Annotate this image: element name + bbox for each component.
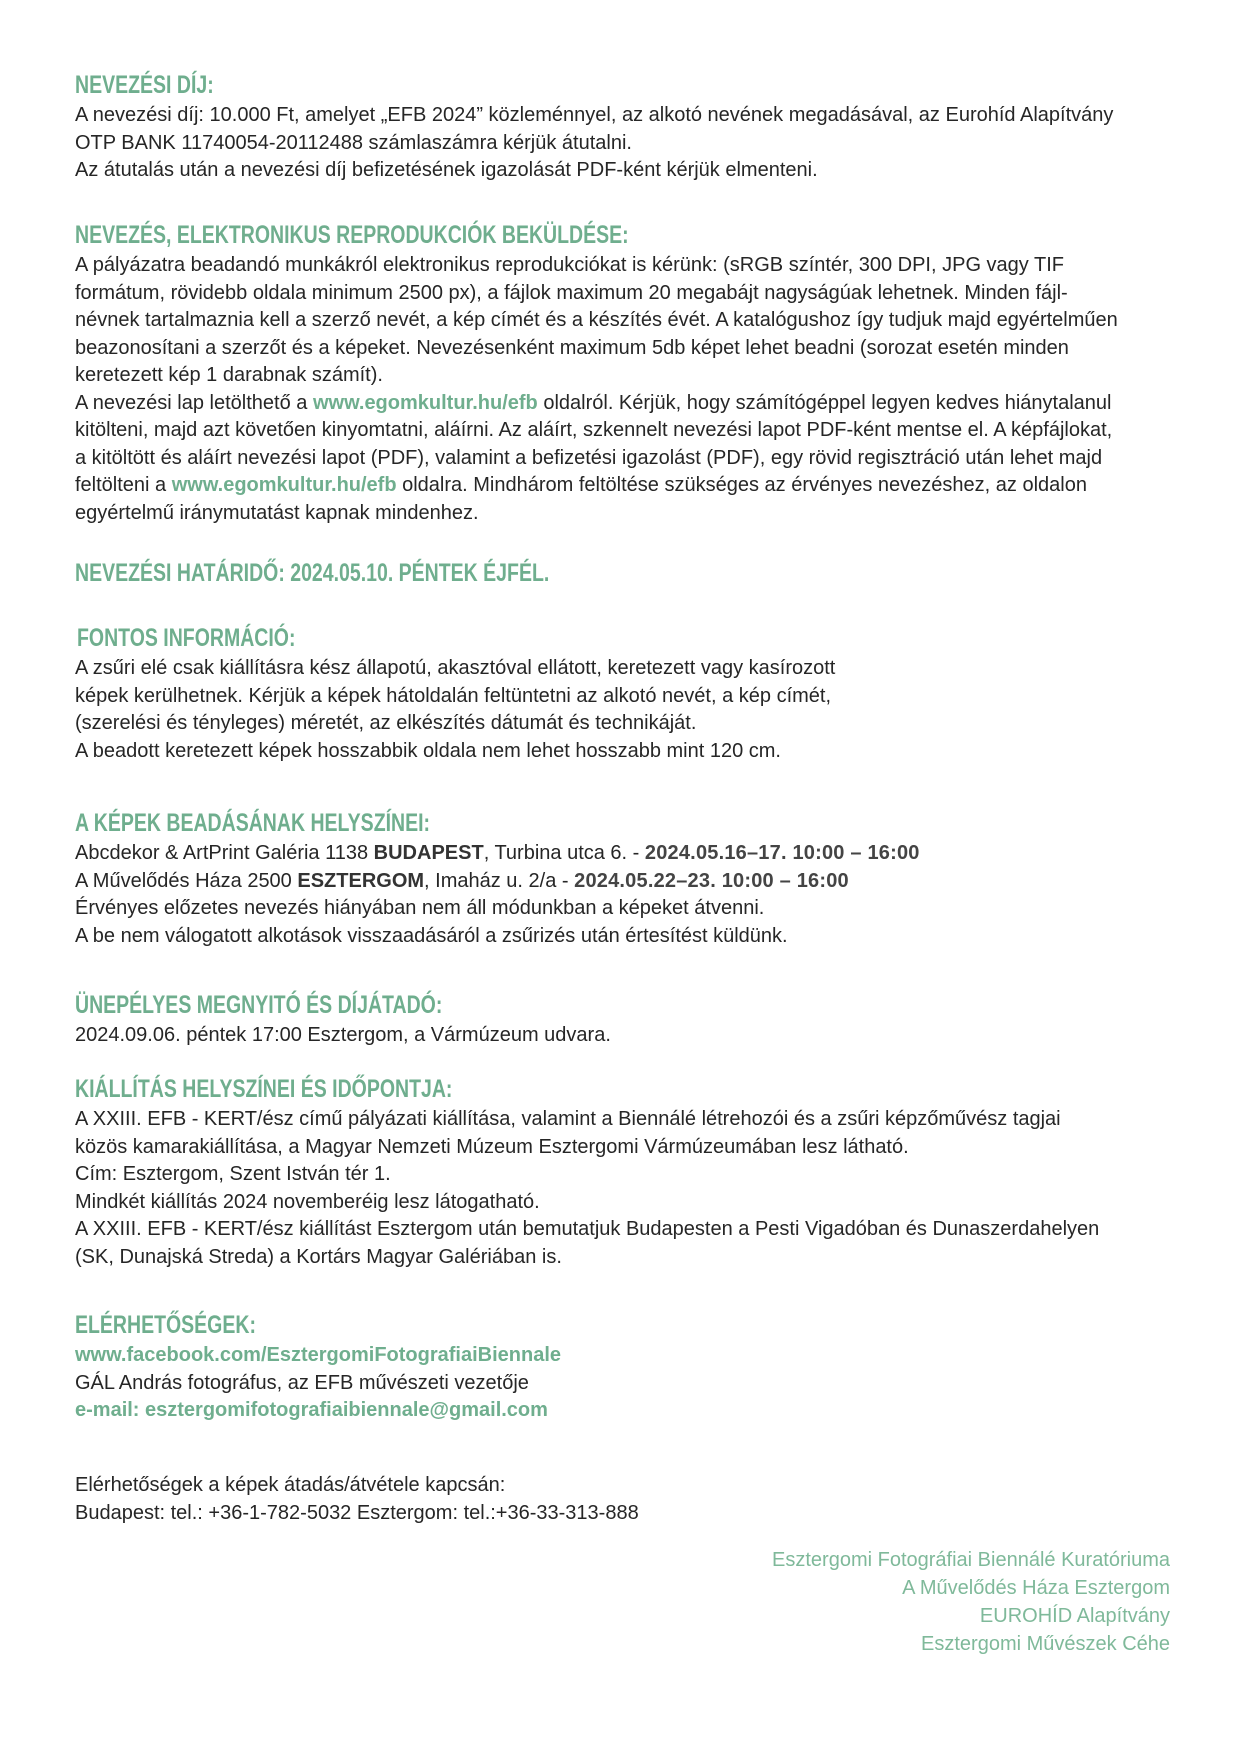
handover-line-1: Elérhetőségek a képek átadás/átvétele kapcsán: — [75, 1474, 506, 1496]
submission-p2-line4-a: feltölteni a — [75, 474, 172, 496]
submission-heading: NEVEZÉS, ELEKTRONIKUS REPRODUKCIÓK BEKÜLDÉSE: — [75, 221, 629, 249]
location-2-date: 2024.05.22–23. 10:00 – 16:00 — [574, 869, 849, 892]
location-2-city: ESZTERGOM — [297, 869, 425, 892]
submission-p2-line-3: a kitöltött és aláírt nevezési lapot (PDF), valamint a befizetési igazolást (PDF), egy rövid regisztráció után lehet majd — [75, 446, 1103, 469]
opening-text — [75, 1022, 1170, 1050]
exhibition-line-2: közös kamarakiállítása, a Magyar Nemzeti Múzeum Esztergomi Vármúzeumában lesz látható. — [75, 1135, 909, 1158]
exhibition-line-4: Mindkét kiállítás 2024 novemberéig lesz látogatható. — [75, 1190, 540, 1213]
organizer-3: EUROHÍD Alapítvány — [979, 1605, 1170, 1627]
exhibition-line-6: (SK, Dunajská Streda) a Kortárs Magyar Galériában is. — [75, 1245, 562, 1268]
fee-line-2: OTP BANK 11740054-20112488 számlaszámra kérjük átutalni. — [75, 131, 632, 154]
contacts-section — [75, 1308, 1170, 1425]
submission-section — [75, 218, 1170, 527]
location-budapest — [75, 840, 1170, 868]
submission-p2-line-4 — [75, 472, 1170, 500]
location-esztergom — [75, 868, 1170, 896]
organizer-4: Esztergomi Művészek Céhe — [921, 1633, 1170, 1655]
locations-line-3: Érvényes előzetes nevezés hiányában nem áll módunkban a képeket átvenni. — [75, 897, 765, 919]
handover-section — [75, 1472, 1170, 1527]
submission-p2-line-5: egyértelmű iránymutatást kapnak mindenhez. — [75, 501, 479, 524]
upload-link[interactable]: www.egomkultur.hu/efb — [171, 474, 397, 496]
opening-section — [75, 988, 1170, 1050]
submission-p2-text-a: A nevezési lap letölthető a — [75, 391, 313, 414]
exhibition-text — [75, 1106, 1170, 1271]
fee-line-1: A nevezési díj: 10.000 Ft, amelyet „EFB 2024” közleménnyel, az alkotó nevének megadásával, az Eurohíd Alapítvány — [75, 104, 1114, 126]
contacts-heading: ELÉRHETŐSÉGEK: — [75, 1311, 256, 1339]
exhibition-heading: KIÁLLÍTÁS HELYSZÍNEI ÉS IDŐPONTJA: — [75, 1075, 453, 1103]
important-section — [75, 621, 1170, 765]
fee-section — [75, 68, 1170, 185]
location-2-venue: A Művelődés Háza 2500 — [75, 869, 298, 892]
facebook-link[interactable]: www.facebook.com/EsztergomiFotografiaiBiennale — [75, 1344, 562, 1366]
submission-p2-line-1 — [75, 390, 1170, 418]
locations-section — [75, 806, 1170, 950]
submission-paragraph-1 — [75, 252, 1170, 390]
locations-heading: A KÉPEK BEADÁSÁNAK HELYSZÍNEI: — [75, 809, 431, 837]
important-heading: FONTOS INFORMÁCIÓ: — [77, 624, 296, 652]
exhibition-line-1: A XXIII. EFB - KERT/ész című pályázati kiállítása, valamint a Biennálé létrehozói és a zsűri képzőművész tagjai — [75, 1108, 1061, 1130]
location-1-city: BUDAPEST — [373, 842, 484, 864]
contacts-text — [75, 1342, 1170, 1425]
submission-line-5: keretezett kép 1 darabnak számít). — [75, 364, 383, 386]
important-line-4: A beadott keretezett képek hosszabbik oldala nem lehet hosszabb mint 120 cm. — [75, 739, 781, 762]
important-line-2: képek kerülhetnek. Kérjük a képek hátoldalán feltüntetni az alkotó nevét, a kép címét, — [75, 684, 832, 707]
contact-person: GÁL András fotográfus, az EFB művészeti vezetője — [75, 1371, 529, 1394]
handover-text — [75, 1472, 1170, 1527]
submission-line-3: névnek tartalmaznia kell a szerző nevét, a kép címét és a készítés évét. A katalógushoz így tudjuk majd egyértelműen — [75, 309, 1118, 331]
opening-heading: ÜNEPÉLYES MEGNYITÓ ÉS DÍJÁTADÓ: — [75, 991, 443, 1019]
fee-line-3: Az átutalás után a nevezési díj befizetésének igazolását PDF-ként kérjük elmenteni. — [75, 159, 818, 181]
submission-p2-line-2: kitölteni, majd azt követően kinyomtatni, aláírni. Az aláírt, szkennelt nevezési lapot PDF-ként mentse el. A képfájlokat, — [75, 419, 1113, 441]
exhibition-section — [75, 1072, 1170, 1271]
submission-paragraph-2 — [75, 390, 1170, 528]
location-2-address: , Imaház u. 2/a - — [424, 869, 575, 892]
important-text — [75, 655, 1170, 765]
fee-text — [75, 102, 1170, 185]
exhibition-line-5: A XXIII. EFB - KERT/ész kiállítást Esztergom után bemutatjuk Budapesten a Pesti Vigadóban és Dunaszerdahelyen — [75, 1218, 1100, 1240]
organizer-1: Esztergomi Fotográfiai Biennálé Kuratóriuma — [772, 1549, 1170, 1571]
location-1-venue: Abcdekor & ArtPrint Galéria 1138 — [75, 842, 374, 864]
organizer-2: A Művelődés Háza Esztergom — [902, 1577, 1170, 1599]
submission-line-1: A pályázatra beadandó munkákról elektronikus reprodukciókat is kérünk: (sRGB színtér, 300 DPI, JPG vagy TIF — [75, 254, 1064, 276]
entry-form-link[interactable]: www.egomkultur.hu/efb — [312, 391, 538, 414]
locations-text — [75, 840, 1170, 950]
handover-line-2: Budapest: tel.: +36-1-782-5032 Esztergom: tel.:+36-33-313-888 — [75, 1501, 639, 1524]
submission-line-2: formátum, rövidebb oldala minimum 2500 px), a fájlok maximum 20 megabájt nagyságúak lehetnek. Minden fájl- — [75, 281, 1068, 304]
organizers-block — [772, 1546, 1170, 1658]
important-line-1: A zsűri elé csak kiállításra kész állapotú, akasztóval ellátott, keretezett vagy kasírozott — [75, 657, 836, 679]
opening-line: 2024.09.06. péntek 17:00 Esztergom, a Vármúzeum udvara. — [75, 1024, 611, 1046]
email-link[interactable]: e-mail: esztergomifotografiaibiennale@gmail.com — [75, 1399, 548, 1421]
locations-line-4: A be nem válogatott alkotások visszaadásáról a zsűrizés után értesítést küldünk. — [75, 924, 788, 947]
deadline-heading: NEVEZÉSI HATÁRIDŐ: 2024.05.10. PÉNTEK ÉJFÉL. — [75, 559, 550, 587]
deadline-section — [75, 556, 1170, 590]
location-1-address: , Turbina utca 6. - — [483, 842, 645, 864]
fee-heading: NEVEZÉSI DÍJ: — [75, 71, 214, 99]
submission-line-4: beazonosítani a szerzőt és a képeket. Nevezésenként maximum 5db képet lehet beadni (sorozat esetén minden — [75, 336, 1069, 359]
submission-p2-line4-b: oldalra. Mindhárom feltöltése szükséges az érvényes nevezéshez, az oldalon — [396, 474, 1087, 496]
submission-p2-text-b: oldalról. Kérjük, hogy számítógéppel legyen kedves hiánytalanul — [537, 391, 1112, 414]
exhibition-line-3: Cím: Esztergom, Szent István tér 1. — [75, 1163, 391, 1185]
important-line-3: (szerelési és tényleges) méretét, az elkészítés dátumát és technikáját. — [75, 712, 697, 734]
location-1-date: 2024.05.16–17. 10:00 – 16:00 — [644, 842, 920, 864]
